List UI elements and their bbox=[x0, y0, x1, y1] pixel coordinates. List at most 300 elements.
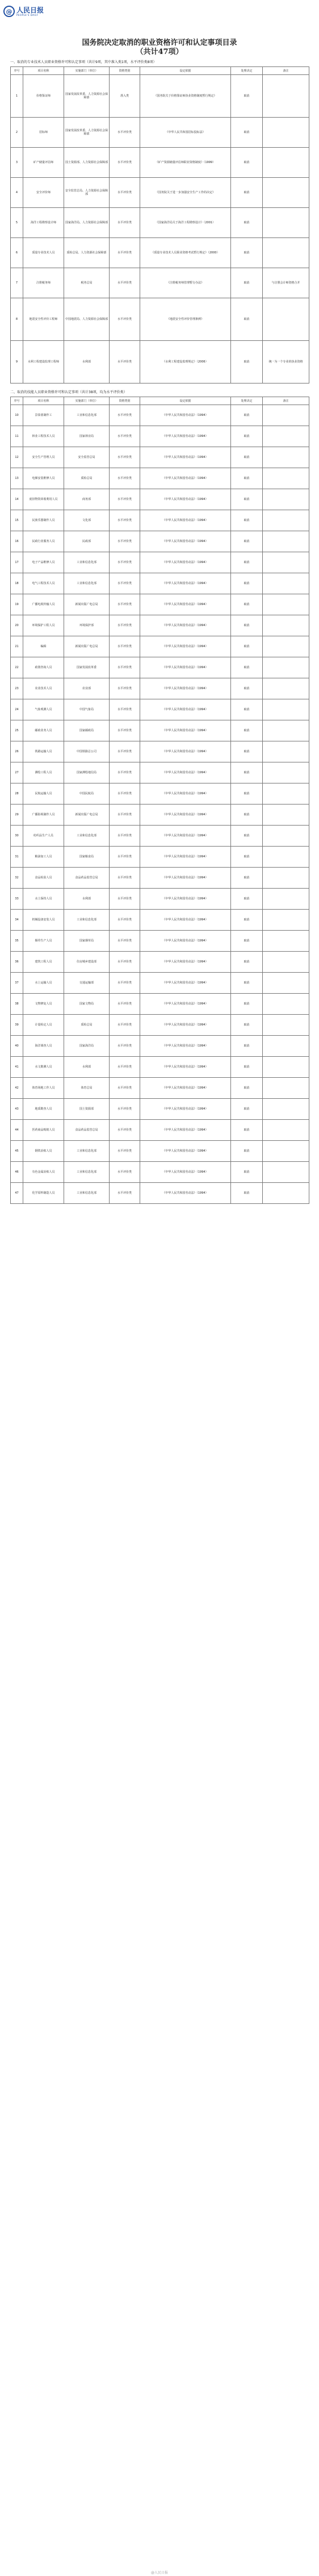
table-header-row bbox=[11, 397, 309, 405]
cell-department: 水利部 bbox=[64, 889, 110, 910]
cell-remarks bbox=[263, 805, 309, 826]
cell-index: 31 bbox=[11, 847, 23, 868]
cell-basis: 《中华人民共和国劳动法》（1994） bbox=[140, 847, 231, 868]
cell-item-name: 水文勘测人员 bbox=[23, 1057, 64, 1078]
table-row bbox=[11, 973, 309, 994]
cell-basis: 《中华人民共和国劳动法》（1994） bbox=[140, 868, 231, 889]
cell-category: 水平评价类 bbox=[110, 847, 140, 868]
table-row bbox=[11, 678, 309, 699]
cell-remarks bbox=[263, 447, 309, 468]
cell-category: 水平评价类 bbox=[110, 447, 140, 468]
cell-basis: 《中华人民共和国劳动法》（1994） bbox=[140, 1141, 231, 1162]
cell-basis: 《中华人民共和国劳动法》（1994） bbox=[140, 447, 231, 468]
cell-basis: 《中华人民共和国劳动法》（1994） bbox=[140, 910, 231, 931]
cell-decision: 取消 bbox=[231, 805, 263, 826]
header-cell: 资格类别 bbox=[110, 397, 140, 405]
cell-index: 7 bbox=[11, 268, 23, 298]
table-row bbox=[11, 826, 309, 847]
cell-category: 水平评价类 bbox=[110, 468, 140, 489]
cell-index: 29 bbox=[11, 805, 23, 826]
cell-category: 水平评价类 bbox=[110, 238, 140, 268]
table-row bbox=[11, 552, 309, 573]
cell-item-name: 钢铁冶炼人员 bbox=[23, 1141, 64, 1162]
section1-table bbox=[10, 66, 309, 384]
cell-decision: 取消 bbox=[231, 1162, 263, 1183]
cell-item-name: 农业技术人员 bbox=[23, 678, 64, 699]
cell-decision: 取消 bbox=[231, 1141, 263, 1162]
cell-category: 水平评价类 bbox=[110, 1162, 140, 1183]
cell-index: 44 bbox=[11, 1120, 23, 1141]
cell-basis: 《中华人民共和国劳动法》（1994） bbox=[140, 699, 231, 720]
cell-decision: 取消 bbox=[231, 594, 263, 615]
cell-decision: 取消 bbox=[231, 405, 263, 426]
cell-basis: 《中华人民共和国劳动法》（1994） bbox=[140, 1078, 231, 1099]
cell-decision: 取消 bbox=[231, 447, 263, 468]
cell-remarks bbox=[263, 510, 309, 531]
cell-basis: 《水利工程建设监理规定》（2006） bbox=[140, 341, 231, 384]
cell-remarks bbox=[263, 952, 309, 973]
cell-category: 水平评价类 bbox=[110, 573, 140, 594]
cell-decision: 取消 bbox=[231, 1120, 263, 1141]
table-row bbox=[11, 1078, 309, 1099]
table-row bbox=[11, 426, 309, 447]
cell-item-name: 安全生产管理人员 bbox=[23, 447, 64, 468]
table-row bbox=[11, 531, 309, 552]
cell-department: 交通运输部 bbox=[64, 973, 110, 994]
cell-item-name: 地震安全性评价工程师 bbox=[23, 298, 64, 341]
cell-category: 水平评价类 bbox=[110, 699, 140, 720]
cell-item-name: 建筑工程人员 bbox=[23, 952, 64, 973]
table-row bbox=[11, 1141, 309, 1162]
cell-index: 8 bbox=[11, 298, 23, 341]
cell-index: 20 bbox=[11, 615, 23, 636]
cell-remarks bbox=[263, 573, 309, 594]
cell-department: 新闻出版广电总局 bbox=[64, 636, 110, 657]
table-row bbox=[11, 868, 309, 889]
cell-item-name: 铁路运输人员 bbox=[23, 741, 64, 762]
logo-name: 人民日报 bbox=[16, 6, 44, 14]
cell-basis: 《国务院关于进一步加强安全生产工作的决定》 bbox=[140, 178, 231, 208]
cell-category: 水平评价类 bbox=[110, 931, 140, 952]
cell-item-name: 编辑 bbox=[23, 636, 64, 657]
header-cell: 备注 bbox=[263, 397, 309, 405]
cell-remarks bbox=[263, 468, 309, 489]
cell-department: 水利部 bbox=[64, 341, 110, 384]
cell-decision: 取消 bbox=[231, 657, 263, 678]
table-row bbox=[11, 341, 309, 384]
cell-basis: 《国家海洋局关于海洋工程勘察设计》（2001） bbox=[140, 208, 231, 238]
cell-decision: 取消 bbox=[231, 1183, 263, 1204]
cell-decision: 取消 bbox=[231, 1057, 263, 1078]
cell-remarks bbox=[263, 552, 309, 573]
cell-remarks bbox=[263, 118, 309, 148]
cell-department: 国家测绘地信局 bbox=[64, 762, 110, 783]
cell-item-name: 水土保持人员 bbox=[23, 889, 64, 910]
cell-department: 新闻出版广电总局 bbox=[64, 805, 110, 826]
cell-item-name: 废旧物资回收利用人员 bbox=[23, 489, 64, 510]
cell-remarks bbox=[263, 489, 309, 510]
cell-item-name: 体育场地工作人员 bbox=[23, 1078, 64, 1099]
cell-department: 中国气象局 bbox=[64, 699, 110, 720]
cell-category: 水平评价类 bbox=[110, 489, 140, 510]
cell-decision: 取消 bbox=[231, 1015, 263, 1036]
cell-department: 民政部 bbox=[64, 531, 110, 552]
cell-department: 工业和信息化部 bbox=[64, 1162, 110, 1183]
cell-item-name: 矿产储量评估师 bbox=[23, 148, 64, 178]
cell-decision: 取消 bbox=[231, 952, 263, 973]
cell-category: 水平评价类 bbox=[110, 805, 140, 826]
cell-decision: 取消 bbox=[231, 994, 263, 1015]
cell-item-name: 计量检定人员 bbox=[23, 1015, 64, 1036]
cell-category: 水平评价类 bbox=[110, 994, 140, 1015]
cell-index: 35 bbox=[11, 931, 23, 952]
cell-remarks bbox=[263, 910, 309, 931]
header-cell: 实施部门（单位） bbox=[64, 67, 110, 75]
cell-basis: 《矿产资源储量评估师职业资格制度》（1999） bbox=[140, 148, 231, 178]
cell-item-name: 海洋工程勘察设计师 bbox=[23, 208, 64, 238]
cell-item-name: 有色金属冶炼人员 bbox=[23, 1162, 64, 1183]
cell-department: 农业部 bbox=[64, 678, 110, 699]
cell-decision: 取消 bbox=[231, 118, 263, 148]
cell-basis: 《中华人民共和国劳动法》（1994） bbox=[140, 615, 231, 636]
cell-decision: 取消 bbox=[231, 573, 263, 594]
cell-department: 水利部 bbox=[64, 1057, 110, 1078]
cell-department: 中国民航局 bbox=[64, 783, 110, 805]
cell-category: 水平评价类 bbox=[110, 426, 140, 447]
cell-category: 水平评价类 bbox=[110, 910, 140, 931]
cell-decision: 取消 bbox=[231, 762, 263, 783]
cell-remarks bbox=[263, 762, 309, 783]
cell-department: 食品药品监管总局 bbox=[64, 868, 110, 889]
table-row bbox=[11, 178, 309, 208]
cell-remarks bbox=[263, 178, 309, 208]
table-row bbox=[11, 1162, 309, 1183]
cell-index: 11 bbox=[11, 426, 23, 447]
cell-item-name: 医药商品购销人员 bbox=[23, 1120, 64, 1141]
header-bar bbox=[0, 0, 319, 23]
cell-basis: 《中华人民共和国劳动法》（1994） bbox=[140, 531, 231, 552]
cell-index: 43 bbox=[11, 1099, 23, 1120]
cell-category: 水平评价类 bbox=[110, 1183, 140, 1204]
cell-item-name: 质量专业技术人员 bbox=[23, 238, 64, 268]
cell-item-name: 民航运输人员 bbox=[23, 783, 64, 805]
cell-index: 18 bbox=[11, 573, 23, 594]
cell-decision: 取消 bbox=[231, 238, 263, 268]
cell-category: 水平评价类 bbox=[110, 1057, 140, 1078]
cell-decision: 取消 bbox=[231, 699, 263, 720]
cell-remarks bbox=[263, 931, 309, 952]
cell-department: 文化部 bbox=[64, 510, 110, 531]
cell-basis: 《中华人民共和国劳动法》（1994） bbox=[140, 594, 231, 615]
cell-basis: 《中华人民共和国劳动法》（1994） bbox=[140, 762, 231, 783]
cell-department: 国家发展改革委、人力资源社会保障部 bbox=[64, 118, 110, 148]
cell-remarks bbox=[263, 1141, 309, 1162]
cell-item-name: 邮政业务人员 bbox=[23, 720, 64, 741]
table-row bbox=[11, 762, 309, 783]
cell-remarks bbox=[263, 657, 309, 678]
cell-basis: 《中华人民共和国劳动法》（1994） bbox=[140, 1120, 231, 1141]
cell-remarks bbox=[263, 826, 309, 847]
table-row bbox=[11, 994, 309, 1015]
cell-category: 水平评价类 bbox=[110, 594, 140, 615]
cell-remarks bbox=[263, 720, 309, 741]
cell-category: 水平评价类 bbox=[110, 1099, 140, 1120]
cell-index: 5 bbox=[11, 208, 23, 238]
cell-index: 28 bbox=[11, 783, 23, 805]
cell-remarks bbox=[263, 783, 309, 805]
cell-remarks bbox=[263, 1162, 309, 1183]
cell-decision: 取消 bbox=[231, 615, 263, 636]
cell-category: 水平评价类 bbox=[110, 268, 140, 298]
cell-department: 工业和信息化部 bbox=[64, 826, 110, 847]
cell-basis: 《中华人民共和国劳动法》（1994） bbox=[140, 1183, 231, 1204]
cell-remarks bbox=[263, 678, 309, 699]
cell-item-name: 电气工程技术人员 bbox=[23, 573, 64, 594]
table-row bbox=[11, 952, 309, 973]
cell-basis: 《中华人民共和国劳动法》（1994） bbox=[140, 468, 231, 489]
cell-category: 水平评价类 bbox=[110, 118, 140, 148]
table-row bbox=[11, 699, 309, 720]
cell-remarks bbox=[263, 75, 309, 118]
cell-remarks bbox=[263, 594, 309, 615]
cell-department: 工业和信息化部 bbox=[64, 910, 110, 931]
cell-item-name: 招标师 bbox=[23, 118, 64, 148]
cell-department: 国家邮政局 bbox=[64, 720, 110, 741]
cell-basis: 《中华人民共和国劳动法》（1994） bbox=[140, 805, 231, 826]
cell-basis: 《中华人民共和国劳动法》（1994） bbox=[140, 994, 231, 1015]
cell-remarks bbox=[263, 699, 309, 720]
cell-decision: 取消 bbox=[231, 868, 263, 889]
table-row bbox=[11, 238, 309, 268]
cell-remarks bbox=[263, 1015, 309, 1036]
table-row bbox=[11, 931, 309, 952]
cell-remarks bbox=[263, 1120, 309, 1141]
table-row bbox=[11, 148, 309, 178]
cell-index: 30 bbox=[11, 826, 23, 847]
table-row bbox=[11, 1183, 309, 1204]
cell-department: 工业和信息化部 bbox=[64, 405, 110, 426]
cell-category: 水平评价类 bbox=[110, 973, 140, 994]
cell-department: 工业和信息化部 bbox=[64, 1141, 110, 1162]
table-header-row bbox=[11, 67, 309, 75]
cell-department: 中国铁路总公司 bbox=[64, 741, 110, 762]
cell-basis: 《中华人民共和国劳动法》（1994） bbox=[140, 1015, 231, 1036]
cell-category: 水平评价类 bbox=[110, 636, 140, 657]
cell-decision: 取消 bbox=[231, 552, 263, 573]
table-row bbox=[11, 573, 309, 594]
header-cell: 备注 bbox=[263, 67, 309, 75]
cell-index: 15 bbox=[11, 510, 23, 531]
cell-index: 33 bbox=[11, 889, 23, 910]
cell-category: 水平评价类 bbox=[110, 178, 140, 208]
cell-remarks bbox=[263, 148, 309, 178]
cell-category: 水平评价类 bbox=[110, 1015, 140, 1036]
table-row bbox=[11, 1015, 309, 1036]
cell-remarks bbox=[263, 238, 309, 268]
cell-decision: 取消 bbox=[231, 531, 263, 552]
cell-decision: 取消 bbox=[231, 426, 263, 447]
cell-index: 2 bbox=[11, 118, 23, 148]
cell-category: 水平评价类 bbox=[110, 762, 140, 783]
cell-remarks bbox=[263, 741, 309, 762]
cell-index: 27 bbox=[11, 762, 23, 783]
document-title: 国务院决定取消的职业资格许可和认定事项目录 bbox=[82, 39, 237, 47]
cell-basis: 《中华人民共和国劳动法》（1994） bbox=[140, 931, 231, 952]
cell-index: 6 bbox=[11, 238, 23, 268]
cell-category: 水平评价类 bbox=[110, 657, 140, 678]
cell-remarks bbox=[263, 1057, 309, 1078]
cell-item-name: 景泰蓝制作工 bbox=[23, 405, 64, 426]
cell-category: 水平评价类 bbox=[110, 208, 140, 238]
table-row bbox=[11, 208, 309, 238]
table-row bbox=[11, 118, 309, 148]
cell-department: 国家发展改革委 bbox=[64, 657, 110, 678]
cell-item-name: 广播影视制作人员 bbox=[23, 805, 64, 826]
cell-index: 24 bbox=[11, 699, 23, 720]
cell-basis: 《中华人民共和国劳动法》（1994） bbox=[140, 426, 231, 447]
cell-decision: 取消 bbox=[231, 468, 263, 489]
cell-index: 47 bbox=[11, 1183, 23, 1204]
cell-decision: 取消 bbox=[231, 847, 263, 868]
header-cell: 处理决定 bbox=[231, 67, 263, 75]
cell-decision: 取消 bbox=[231, 1099, 263, 1120]
cell-remarks bbox=[263, 994, 309, 1015]
cell-basis: 《中华人民共和国劳动法》（1994） bbox=[140, 678, 231, 699]
logo-english: PEOPLE'S DAILY bbox=[16, 13, 39, 16]
cell-category: 水平评价类 bbox=[110, 868, 140, 889]
cell-department: 质检总局 bbox=[64, 468, 110, 489]
cell-item-name: 林业工程技术人员 bbox=[23, 426, 64, 447]
cell-basis: 《中华人民共和国劳动法》（1994） bbox=[140, 1036, 231, 1057]
cell-remarks bbox=[263, 208, 309, 238]
header-cell: 资格类别 bbox=[110, 67, 140, 75]
cell-index: 38 bbox=[11, 994, 23, 1015]
cell-basis: 《中华人民共和国劳动法》（1994） bbox=[140, 489, 231, 510]
table-row bbox=[11, 298, 309, 341]
cell-department: 体育总局 bbox=[64, 1078, 110, 1099]
peoples-daily-logo bbox=[3, 6, 44, 17]
cell-remarks: 与注册会计师资格合并 bbox=[263, 268, 309, 298]
section2-table bbox=[10, 397, 309, 1204]
cell-category: 水平评价类 bbox=[110, 615, 140, 636]
cell-department: 环境保护部 bbox=[64, 615, 110, 636]
cell-category: 水平评价类 bbox=[110, 783, 140, 805]
cell-basis: 《中华人民共和国劳动法》（1994） bbox=[140, 826, 231, 847]
cell-decision: 取消 bbox=[231, 1036, 263, 1057]
cell-item-name: 广播电视传输人员 bbox=[23, 594, 64, 615]
cell-basis: 《中华人民共和国劳动法》（1994） bbox=[140, 552, 231, 573]
cell-basis: 《中华人民共和国劳动法》（1994） bbox=[140, 1162, 231, 1183]
cell-department: 国家海洋局、人力资源社会保障部 bbox=[64, 208, 110, 238]
cell-category: 水平评价类 bbox=[110, 720, 140, 741]
header-cell: 项目名称 bbox=[23, 397, 64, 405]
header-cell: 项目名称 bbox=[23, 67, 64, 75]
cell-remarks bbox=[263, 1078, 309, 1099]
cell-basis: 《中华人民共和国劳动法》（1994） bbox=[140, 783, 231, 805]
cell-remarks bbox=[263, 636, 309, 657]
table-row bbox=[11, 889, 309, 910]
cell-index: 14 bbox=[11, 489, 23, 510]
cell-index: 17 bbox=[11, 552, 23, 573]
cell-index: 19 bbox=[11, 594, 23, 615]
table-row bbox=[11, 910, 309, 931]
cell-decision: 取消 bbox=[231, 889, 263, 910]
cell-category: 水平评价类 bbox=[110, 552, 140, 573]
table-row bbox=[11, 1036, 309, 1057]
cell-department: 国家粮食局 bbox=[64, 847, 110, 868]
cell-remarks bbox=[263, 531, 309, 552]
cell-department: 安全监管总局 bbox=[64, 447, 110, 468]
table-row bbox=[11, 594, 309, 615]
cell-item-name: 烟草生产人员 bbox=[23, 931, 64, 952]
table-row bbox=[11, 1120, 309, 1141]
cell-item-name: 海洋调查人员 bbox=[23, 1036, 64, 1057]
cell-item-name: 纺织品生产人员 bbox=[23, 826, 64, 847]
cell-index: 9 bbox=[11, 341, 23, 384]
cell-basis: 《国务院关于价格鉴证师执业资格制度暂行规定》 bbox=[140, 75, 231, 118]
cell-category: 水平评价类 bbox=[110, 531, 140, 552]
cell-decision: 取消 bbox=[231, 489, 263, 510]
cell-index: 41 bbox=[11, 1057, 23, 1078]
header-cell: 序号 bbox=[11, 397, 23, 405]
cell-department: 工业和信息化部 bbox=[64, 1183, 110, 1204]
cell-index: 34 bbox=[11, 910, 23, 931]
cell-remarks bbox=[263, 889, 309, 910]
cell-decision: 取消 bbox=[231, 1078, 263, 1099]
cell-decision: 取消 bbox=[231, 510, 263, 531]
cell-decision: 取消 bbox=[231, 148, 263, 178]
table-row bbox=[11, 405, 309, 426]
cell-department: 安全监管总局、人力资源社会保障部 bbox=[64, 178, 110, 208]
cell-basis: 《中华人民共和国劳动法》（1994） bbox=[140, 510, 231, 531]
table-row bbox=[11, 268, 309, 298]
cell-basis: 《中华人民共和国劳动法》（1994） bbox=[140, 973, 231, 994]
cell-department: 税务总局 bbox=[64, 268, 110, 298]
header-cell: 处理决定 bbox=[231, 397, 263, 405]
table-row bbox=[11, 741, 309, 762]
cell-remarks bbox=[263, 405, 309, 426]
cell-index: 3 bbox=[11, 148, 23, 178]
cell-item-name: 地质勘查人员 bbox=[23, 1099, 64, 1120]
cell-item-name: 民族乐器制作人员 bbox=[23, 510, 64, 531]
cell-category: 水平评价类 bbox=[110, 889, 140, 910]
cell-decision: 取消 bbox=[231, 783, 263, 805]
cell-category: 水平评价类 bbox=[110, 298, 140, 341]
table-row bbox=[11, 489, 309, 510]
cell-index: 13 bbox=[11, 468, 23, 489]
cell-basis: 《中华人民共和国招标投标法》 bbox=[140, 118, 231, 148]
section2-heading: 二、取消的技能人员职业资格许可和认定事项（共计38项，均为水平评价类） bbox=[10, 390, 127, 394]
cell-department: 国家烟草局 bbox=[64, 931, 110, 952]
cell-department: 食品药品监管总局 bbox=[64, 1120, 110, 1141]
table-row bbox=[11, 847, 309, 868]
table-row bbox=[11, 447, 309, 468]
cell-category: 水平评价类 bbox=[110, 510, 140, 531]
table-row bbox=[11, 1099, 309, 1120]
cell-item-name: 安全评价师 bbox=[23, 178, 64, 208]
cell-department: 工业和信息化部 bbox=[64, 573, 110, 594]
cell-remarks bbox=[263, 426, 309, 447]
watermark-footer: @人民日报 bbox=[150, 2571, 168, 2575]
cell-decision: 取消 bbox=[231, 208, 263, 238]
cell-remarks bbox=[263, 868, 309, 889]
header-cell: 序号 bbox=[11, 67, 23, 75]
cell-index: 45 bbox=[11, 1141, 23, 1162]
cell-department: 国土资源部 bbox=[64, 1099, 110, 1120]
cell-department: 质检总局 bbox=[64, 1015, 110, 1036]
cell-remarks bbox=[263, 298, 309, 341]
cell-index: 32 bbox=[11, 868, 23, 889]
